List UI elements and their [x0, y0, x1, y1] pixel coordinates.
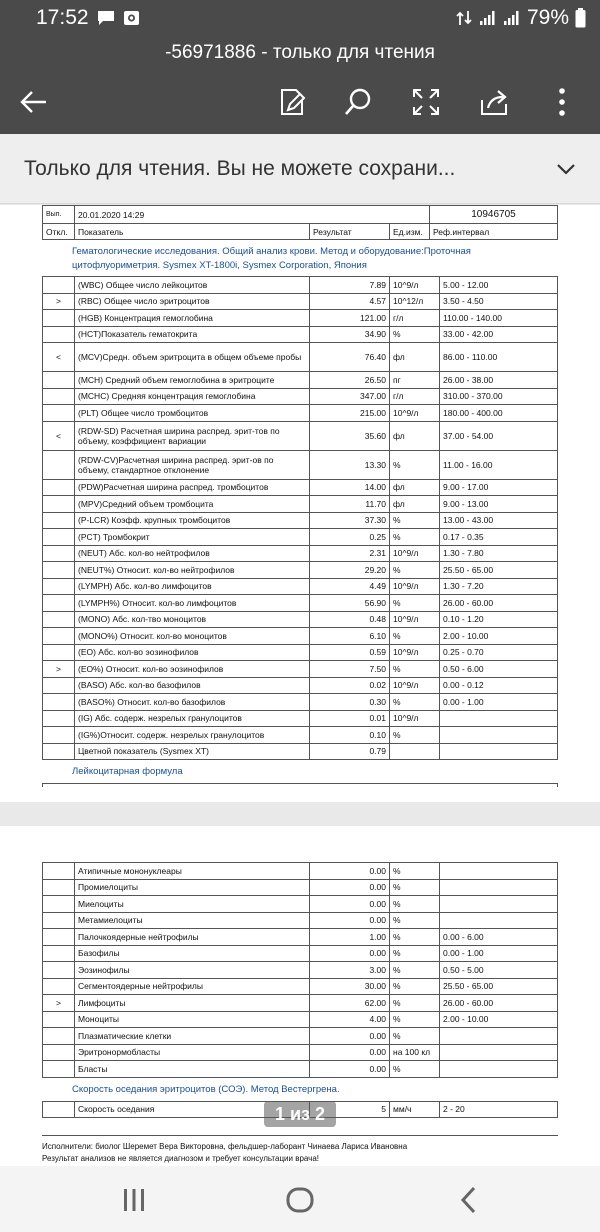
test-name-cell: Эозинофилы — [75, 962, 310, 979]
formula-row — [43, 1028, 558, 1045]
result-value-cell: 4.00 — [310, 1011, 390, 1028]
reference-range-cell — [440, 912, 558, 929]
more-options-icon[interactable] — [546, 86, 578, 118]
test-name-cell: (HCT)Показатель гематокрита — [75, 326, 310, 343]
flag-cell — [43, 450, 75, 479]
unit-cell: фл — [390, 496, 440, 513]
result-value-cell: 76.40 — [310, 343, 390, 372]
flag-cell: < — [43, 343, 75, 372]
formula-row — [43, 945, 558, 962]
flag-cell — [43, 512, 75, 529]
cbc-row — [43, 479, 558, 496]
col-ref-header: Реф.интервал — [430, 224, 558, 240]
app-bar — [0, 36, 600, 134]
result-value-cell: 0.01 — [310, 710, 390, 727]
document-title: -56971886 - только для чтения — [165, 42, 435, 63]
document-page-1 — [0, 205, 600, 802]
formula-row — [43, 1044, 558, 1061]
result-value-cell: 6.10 — [310, 628, 390, 645]
order-number: 10946705 — [430, 206, 558, 224]
cbc-row — [43, 388, 558, 405]
recent-apps-icon[interactable] — [118, 1184, 150, 1216]
battery-level: 79% — [526, 6, 569, 29]
flag-cell — [43, 962, 75, 979]
unit-cell: % — [390, 694, 440, 711]
reference-range-cell: 0.25 - 0.70 — [440, 644, 558, 661]
result-value-cell: 347.00 — [310, 388, 390, 405]
reference-range-cell: 11.00 - 16.00 — [440, 450, 558, 479]
unit-cell: % — [390, 863, 440, 880]
formula-row — [43, 1011, 558, 1028]
result-value-cell: 0.00 — [310, 863, 390, 880]
test-name-cell: (P-LCR) Коэфф. крупных тромбоцитов — [75, 512, 310, 529]
reference-range-cell — [440, 727, 558, 744]
unit-cell: 10^9/л — [390, 405, 440, 422]
unit-cell: 10^9/л — [390, 644, 440, 661]
unit-cell: % — [390, 879, 440, 896]
flag-cell — [43, 1101, 75, 1118]
reference-range-cell: 0.50 - 5.00 — [440, 962, 558, 979]
unit-cell: 10^9/л — [390, 611, 440, 628]
reference-range-cell — [440, 1044, 558, 1061]
result-value-cell: 7.89 — [310, 277, 390, 294]
flag-cell — [43, 1028, 75, 1045]
reference-range-cell: 0.00 - 0.12 — [440, 677, 558, 694]
result-value-cell: 0.59 — [310, 644, 390, 661]
unit-cell: 10^9/л — [390, 578, 440, 595]
message-icon — [97, 10, 115, 26]
unit-cell: 10^12/л — [390, 293, 440, 310]
test-name-cell: (RDW-SD) Расчетная ширина распред. эрит-тов по объему, коэффициент вариации — [75, 421, 310, 450]
result-value-cell: 0.30 — [310, 694, 390, 711]
home-icon[interactable] — [284, 1184, 316, 1216]
flag-cell: < — [43, 421, 75, 450]
result-value-cell: 35.60 — [310, 421, 390, 450]
result-value-cell: 1.00 — [310, 929, 390, 946]
flag-cell — [43, 628, 75, 645]
test-name-cell: (RBC) Общее число эритроцитов — [75, 293, 310, 310]
reference-range-cell: 0.17 - 0.35 — [440, 529, 558, 546]
flag-cell: > — [43, 293, 75, 310]
reference-range-cell: 37.00 - 54.00 — [440, 421, 558, 450]
section-title-cbc: Гематологические исследования. Общий анализ крови. Метод и оборудование:Проточная цитофлуориметрия. Sysmex XT-1800i, Sysmex Corporation, Япония — [72, 246, 471, 271]
reference-range-cell: 5.00 - 12.00 — [440, 277, 558, 294]
order-header-table — [42, 205, 558, 240]
result-value-cell: 0.00 — [310, 1044, 390, 1061]
cbc-row — [43, 578, 558, 595]
flag-cell — [43, 1011, 75, 1028]
cbc-row — [43, 405, 558, 422]
test-name-cell: Скорость оседания — [75, 1101, 310, 1118]
battery-icon — [575, 8, 586, 28]
unit-cell: % — [390, 661, 440, 678]
reference-range-cell: 25.50 - 65.00 — [440, 978, 558, 995]
formula-row — [43, 995, 558, 1012]
reference-range-cell: 9.00 - 17.00 — [440, 479, 558, 496]
order-date: 20.01.2020 14:29 — [75, 206, 430, 224]
flag-cell — [43, 677, 75, 694]
share-icon[interactable] — [478, 86, 510, 118]
flag-cell — [43, 562, 75, 579]
reference-range-cell: 26.00 - 60.00 — [440, 995, 558, 1012]
cbc-row — [43, 372, 558, 389]
reference-range-cell: 0.00 - 1.00 — [440, 945, 558, 962]
read-only-banner[interactable] — [0, 134, 600, 204]
col-name-header: Показатель — [75, 224, 310, 240]
cbc-row — [43, 743, 558, 760]
reference-range-cell: 1.30 - 7.20 — [440, 578, 558, 595]
flag-cell — [43, 863, 75, 880]
test-name-cell: (EO) Абс. кол-во эозинофилов — [75, 644, 310, 661]
test-name-cell: (MONO) Абс. кол-тво моноцитов — [75, 611, 310, 628]
cbc-row — [43, 529, 558, 546]
reference-range-cell: 0.00 - 1.00 — [440, 694, 558, 711]
search-icon[interactable] — [342, 86, 374, 118]
flag-cell — [43, 896, 75, 913]
test-name-cell: (RDW-CV)Расчетная ширина распред. эрит-ов по объему, стандартное отклонение — [75, 450, 310, 479]
result-value-cell: 29.20 — [310, 562, 390, 579]
test-name-cell: Плазматические клетки — [75, 1028, 310, 1045]
cbc-row — [43, 343, 558, 372]
flag-cell — [43, 578, 75, 595]
data-transfer-icon — [455, 10, 473, 26]
test-name-cell: (LYMPH) Абс. кол-во лимфоцитов — [75, 578, 310, 595]
section-title-formula: Лейкоцитарная формула — [72, 766, 183, 777]
formula-row — [43, 1061, 558, 1078]
flag-cell — [43, 694, 75, 711]
cbc-row — [43, 611, 558, 628]
flag-cell: > — [43, 995, 75, 1012]
unit-cell: фл — [390, 343, 440, 372]
reference-range-cell — [440, 710, 558, 727]
cbc-row — [43, 545, 558, 562]
test-name-cell: (MONO%) Относит. кол-во моноцитов — [75, 628, 310, 645]
reference-range-cell: 86.00 - 110.00 — [440, 343, 558, 372]
unit-cell: % — [390, 595, 440, 612]
test-name-cell: (IG%)Относит. содерж. незрелых гранулоцитов — [75, 727, 310, 744]
date-label: Вып. — [43, 206, 75, 224]
formula-row — [43, 978, 558, 995]
back-arrow-icon[interactable] — [18, 86, 50, 118]
result-value-cell: 37.30 — [310, 512, 390, 529]
chevron-down-icon[interactable] — [556, 162, 576, 176]
result-value-cell: 0.00 — [310, 912, 390, 929]
cbc-row — [43, 277, 558, 294]
test-name-cell: (MPV)Средний объем тромбоцита — [75, 496, 310, 513]
result-value-cell: 62.00 — [310, 995, 390, 1012]
unit-cell: пг — [390, 372, 440, 389]
reference-range-cell — [440, 896, 558, 913]
test-name-cell: (WBC) Общее число лейкоцитов — [75, 277, 310, 294]
result-value-cell: 0.79 — [310, 743, 390, 760]
reference-range-cell: 110.00 - 140.00 — [440, 310, 558, 327]
cbc-row — [43, 293, 558, 310]
result-value-cell: 0.00 — [310, 879, 390, 896]
col-unit-header: Ед.изм. — [390, 224, 430, 240]
unit-cell: % — [390, 978, 440, 995]
cbc-row — [43, 562, 558, 579]
flag-cell — [43, 1061, 75, 1078]
signal-icon-1 — [479, 10, 497, 26]
cbc-row — [43, 512, 558, 529]
unit-cell: 10^9/л — [390, 277, 440, 294]
result-value-cell: 30.00 — [310, 978, 390, 995]
flag-cell — [43, 1044, 75, 1061]
flag-cell — [43, 595, 75, 612]
flag-cell: > — [43, 661, 75, 678]
result-value-cell: 26.50 — [310, 372, 390, 389]
flag-cell — [43, 644, 75, 661]
test-name-cell: Моноциты — [75, 1011, 310, 1028]
cbc-row — [43, 450, 558, 479]
flag-cell — [43, 405, 75, 422]
result-value-cell: 3.00 — [310, 962, 390, 979]
result-value-cell: 34.90 — [310, 326, 390, 343]
formula-row — [43, 863, 558, 880]
test-name-cell: Базофилы — [75, 945, 310, 962]
formula-results-table — [42, 862, 558, 1078]
test-name-cell: Бласты — [75, 1061, 310, 1078]
fullscreen-icon[interactable] — [410, 86, 442, 118]
unit-cell: % — [390, 628, 440, 645]
section-divider — [42, 783, 558, 787]
flag-cell — [43, 879, 75, 896]
test-name-cell: (NEUT) Абс. кол-во нейтрофилов — [75, 545, 310, 562]
formula-row — [43, 879, 558, 896]
test-name-cell: Палочкоядерные нейтрофилы — [75, 929, 310, 946]
test-name-cell: Сегментоядерные нейтрофилы — [75, 978, 310, 995]
result-value-cell: 215.00 — [310, 405, 390, 422]
test-name-cell: (BASO) Абс. кол-во базофилов — [75, 677, 310, 694]
formula-row — [43, 962, 558, 979]
reference-range-cell: 3.50 - 4.50 — [440, 293, 558, 310]
result-value-cell: 0.00 — [310, 1028, 390, 1045]
reference-range-cell: 25.50 - 65.00 — [440, 562, 558, 579]
result-value-cell: 0.00 — [310, 1061, 390, 1078]
result-value-cell: 7.50 — [310, 661, 390, 678]
unit-cell: % — [390, 962, 440, 979]
cbc-row — [43, 595, 558, 612]
test-name-cell: (PCT) Тромбокрит — [75, 529, 310, 546]
unit-cell: г/л — [390, 388, 440, 405]
cbc-row — [43, 727, 558, 744]
cbc-row — [43, 694, 558, 711]
col-result-header: Результат — [310, 224, 390, 240]
unit-cell: % — [390, 727, 440, 744]
test-name-cell: (NEUT%) Относит. кол-во нейтрофилов — [75, 562, 310, 579]
reference-range-cell: 180.00 - 400.00 — [440, 405, 558, 422]
reference-range-cell: 13.00 - 43.00 — [440, 512, 558, 529]
footer-rule — [42, 1135, 558, 1136]
unit-cell: % — [390, 562, 440, 579]
flag-cell — [43, 545, 75, 562]
test-name-cell: Миелоциты — [75, 896, 310, 913]
footer — [42, 1141, 558, 1165]
clock: 17:52 — [36, 6, 89, 29]
unit-cell: 10^9/л — [390, 677, 440, 694]
reference-range-cell: 2.00 - 10.00 — [440, 1011, 558, 1028]
reference-range-cell: 0.50 - 6.00 — [440, 661, 558, 678]
reference-range-cell: 0.00 - 6.00 — [440, 929, 558, 946]
test-name-cell: (BASO%) Относит. кол-во базофилов — [75, 694, 310, 711]
flag-cell — [43, 326, 75, 343]
unit-cell: % — [390, 1061, 440, 1078]
result-value-cell: 0.00 — [310, 945, 390, 962]
unit-cell: % — [390, 929, 440, 946]
reference-range-cell: 9.00 - 13.00 — [440, 496, 558, 513]
flag-cell — [43, 388, 75, 405]
system-nav-bar — [0, 1166, 600, 1232]
formula-row — [43, 896, 558, 913]
reference-range-cell — [440, 1061, 558, 1078]
result-value-cell: 0.10 — [310, 727, 390, 744]
cbc-row — [43, 677, 558, 694]
result-value-cell: 2.31 — [310, 545, 390, 562]
status-bar — [0, 0, 600, 36]
formula-row — [43, 912, 558, 929]
unit-cell: % — [390, 945, 440, 962]
result-value-cell: 0.48 — [310, 611, 390, 628]
test-name-cell: (PDW)Расчетная ширина распред. тромбоцитов — [75, 479, 310, 496]
screenshot-icon — [123, 10, 141, 26]
unit-cell: мм/ч — [390, 1101, 440, 1118]
page-indicator: 1 из 2 — [264, 1101, 336, 1127]
test-name-cell: Цветной показатель (Sysmex XT) — [75, 743, 310, 760]
cbc-row — [43, 496, 558, 513]
unit-cell: на 100 кл — [390, 1044, 440, 1061]
flag-cell — [43, 611, 75, 628]
flag-cell — [43, 945, 75, 962]
cbc-row — [43, 661, 558, 678]
result-value-cell: 121.00 — [310, 310, 390, 327]
unit-cell: 10^9/л — [390, 545, 440, 562]
reference-range-cell: 2.00 - 10.00 — [440, 628, 558, 645]
result-value-cell: 13.30 — [310, 450, 390, 479]
result-value-cell: 56.90 — [310, 595, 390, 612]
result-value-cell: 4.57 — [310, 293, 390, 310]
unit-cell: % — [390, 995, 440, 1012]
result-value-cell: 4.49 — [310, 578, 390, 595]
edit-icon[interactable] — [276, 86, 308, 118]
unit-cell: % — [390, 326, 440, 343]
back-nav-icon[interactable] — [454, 1184, 486, 1216]
result-value-cell: 0.02 — [310, 677, 390, 694]
col-flag-header: Откл. — [43, 224, 75, 240]
reference-range-cell — [440, 1028, 558, 1045]
cbc-results-table — [42, 276, 558, 760]
flag-cell — [43, 710, 75, 727]
reference-range-cell — [440, 879, 558, 896]
footer-executors: Исполнители: биолог Шеремет Вера Викторовна, фельдшер-лаборант Чинаева Лариса Ивановна — [42, 1142, 408, 1151]
flag-cell — [43, 727, 75, 744]
test-name-cell: (HGB) Концентрация гемоглобина — [75, 310, 310, 327]
unit-cell: % — [390, 1011, 440, 1028]
result-value-cell: 14.00 — [310, 479, 390, 496]
flag-cell — [43, 310, 75, 327]
reference-range-cell: 2 - 20 — [440, 1101, 558, 1118]
flag-cell — [43, 529, 75, 546]
flag-cell — [43, 978, 75, 995]
unit-cell: % — [390, 450, 440, 479]
unit-cell: фл — [390, 479, 440, 496]
test-name-cell: Промиелоциты — [75, 879, 310, 896]
banner-text: Только для чтения. Вы не можете сохрани... — [24, 156, 456, 180]
unit-cell: % — [390, 529, 440, 546]
cbc-row — [43, 644, 558, 661]
test-name-cell: (EO%) Относит. кол-во эозинофилов — [75, 661, 310, 678]
test-name-cell: Метамиелоциты — [75, 912, 310, 929]
footer-disclaimer: Результат анализов не является диагнозом и требует консультации врача! — [42, 1154, 320, 1163]
test-name-cell: Атипичные мононуклеары — [75, 863, 310, 880]
reference-range-cell: 0.10 - 1.20 — [440, 611, 558, 628]
flag-cell — [43, 743, 75, 760]
cbc-row — [43, 710, 558, 727]
result-value-cell: 11.70 — [310, 496, 390, 513]
test-name-cell: (MCHC) Средняя концентрация гемоглобина — [75, 388, 310, 405]
flag-cell — [43, 496, 75, 513]
unit-cell: % — [390, 1028, 440, 1045]
flag-cell — [43, 929, 75, 946]
section-title-esr: Скорость оседания эритроцитов (СОЭ). Метод Вестергрена. — [72, 1083, 340, 1095]
flag-cell — [43, 912, 75, 929]
reference-range-cell — [440, 743, 558, 760]
unit-cell — [390, 743, 440, 760]
flag-cell — [43, 277, 75, 294]
signal-icon-2 — [503, 10, 521, 26]
test-name-cell: (PLT) Общее число тромбоцитов — [75, 405, 310, 422]
cbc-row — [43, 421, 558, 450]
flag-cell — [43, 479, 75, 496]
reference-range-cell: 26.00 - 38.00 — [440, 372, 558, 389]
flag-cell — [43, 372, 75, 389]
unit-cell: г/л — [390, 310, 440, 327]
cbc-row — [43, 628, 558, 645]
unit-cell: фл — [390, 421, 440, 450]
reference-range-cell: 1.30 - 7.80 — [440, 545, 558, 562]
test-name-cell: Эритронормобласты — [75, 1044, 310, 1061]
reference-range-cell: 310.00 - 370.00 — [440, 388, 558, 405]
test-name-cell: Лимфоциты — [75, 995, 310, 1012]
cbc-row — [43, 310, 558, 327]
test-name-cell: (MCV)Средн. объем эритроцита в общем объеме пробы — [75, 343, 310, 372]
unit-cell: % — [390, 512, 440, 529]
unit-cell: % — [390, 912, 440, 929]
cbc-row — [43, 326, 558, 343]
unit-cell: 10^9/л — [390, 710, 440, 727]
unit-cell: % — [390, 896, 440, 913]
reference-range-cell: 33.00 - 42.00 — [440, 326, 558, 343]
reference-range-cell — [440, 863, 558, 880]
test-name-cell: (MCH) Средний объем гемоглобина в эритроците — [75, 372, 310, 389]
result-value-cell: 5 — [310, 1101, 390, 1118]
reference-range-cell: 26.00 - 60.00 — [440, 595, 558, 612]
formula-row — [43, 929, 558, 946]
test-name-cell: (IG) Абс. содерж. незрелых гранулоцитов — [75, 710, 310, 727]
result-value-cell: 0.00 — [310, 896, 390, 913]
result-value-cell: 0.25 — [310, 529, 390, 546]
test-name-cell: (LYMPH%) Относит. кол-во лимфоцитов — [75, 595, 310, 612]
